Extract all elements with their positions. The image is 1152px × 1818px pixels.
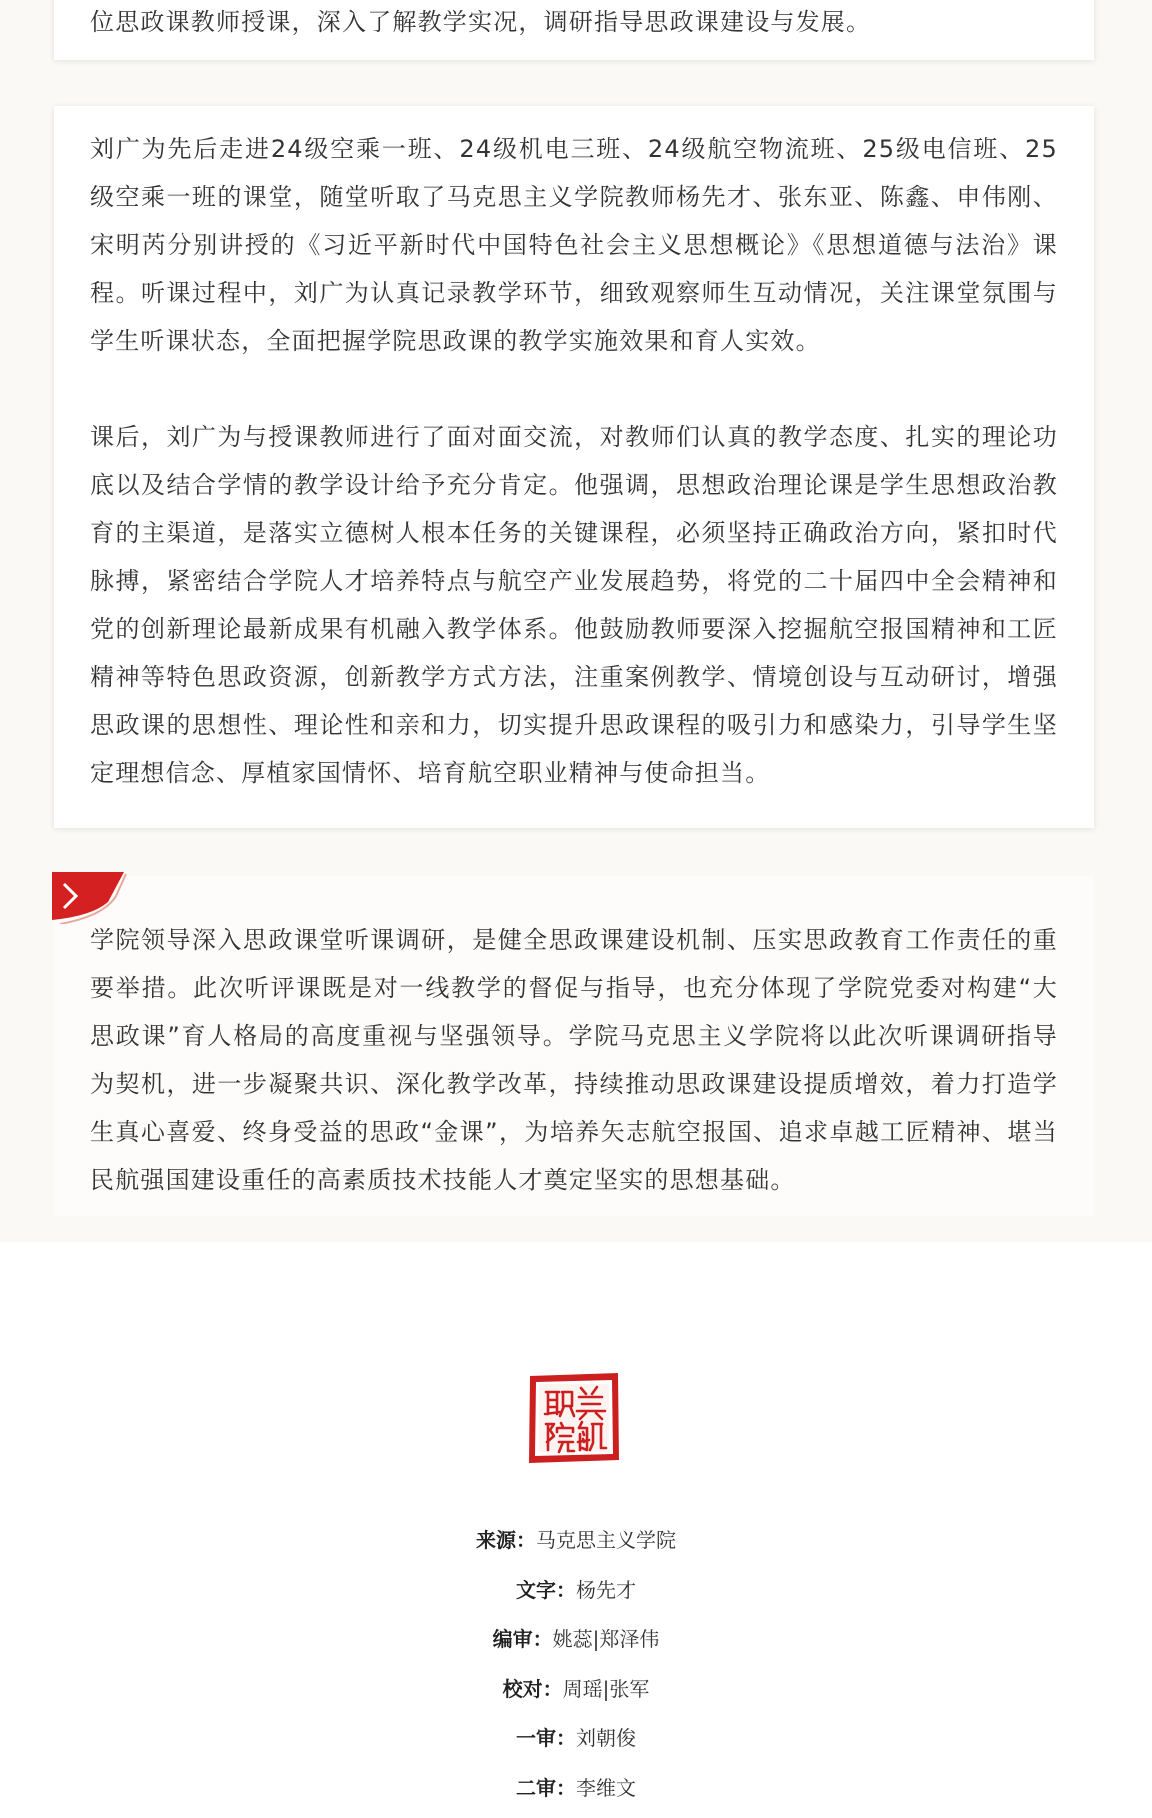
credit-value: 李维文 [576,1775,636,1800]
credit-label: 一审： [516,1726,576,1751]
credit-line-proofread [0,1669,1152,1719]
conclusion-paragraph: 学院领导深入思政课堂听课调研，是健全思政课建设机制、压实思政教育工作责任的重要举措。此次听评课既是对一线教学的督促与指导，也充分体现了学院党委对构建“大思政课”育人格局的高度重视与坚强领导。学院马克思主义学院将以此次听课调研指导为契机，进一步凝聚共识、深化教学改革，持续推动思政课建设提质增效，着力打造学生真心喜爱、终身受益的思政“金课”，为培养矢志航空报国、追求卓越工匠精神、堪当民航强国建设重任的高素质技术技能人才奠定坚实的思想基础。 [90,926,1058,1194]
body-paragraph-1: 刘广为先后走进24级空乘一班、24级机电三班、24级航空物流班、25级电信班、25级空乘一班的课堂，随堂听取了马克思主义学院教师杨先才、张东亚、陈鑫、申伟刚、宋明芮分别讲授的《习近平新时代中国特色社会主义思想概论》《思想道德与法治》课程。听课过程中，刘广为认真记录教学环节，细致观察师生互动情况，关注课堂氛围与学生听课状态，全面把握学院思政课的教学实施效果和育人实效。 [90,135,1058,355]
credit-line-first-review [0,1718,1152,1768]
credit-value: 周瑶|张军 [562,1676,650,1701]
college-seal-logo [526,1370,622,1466]
credit-line-editor [0,1619,1152,1669]
conclusion-card [54,876,1094,1216]
credit-line-source [0,1520,1152,1570]
body-card [54,106,1094,828]
credit-label: 校对： [502,1676,563,1701]
intro-card [54,0,1094,60]
credit-label: 二审： [516,1775,576,1800]
credit-label: 编审： [492,1627,553,1652]
intro-paragraph-tail: 位思政课教师授课，深入了解教学实况，调研指导思政课建设与发展。 [90,8,872,36]
credit-label: 来源： [476,1528,536,1552]
credit-line-text [0,1570,1152,1620]
credit-value: 马克思主义学院 [536,1528,676,1552]
credit-value: 姚蕊|郑泽伟 [552,1627,660,1652]
credit-value: 刘朝俊 [576,1726,636,1751]
credit-line-second-review [0,1768,1152,1818]
credits-block [0,1520,1152,1818]
red-ribbon-icon [52,872,132,924]
body-paragraph-2: 课后，刘广为与授课教师进行了面对面交流，对教师们认真的教学态度、扎实的理论功底以及结合学情的教学设计给予充分肯定。他强调，思想政治理论课是学生思想政治教育的主渠道，是落实立德树人根本任务的关键课程，必须坚持正确政治方向，紧扣时代脉搏，紧密结合学院人才培养特点与航空产业发展趋势，将党的二十届四中全会精神和党的创新理论最新成果有机融入教学体系。他鼓励教师要深入挖掘航空报国精神和工匠精神等特色思政资源，创新教学方式方法，注重案例教学、情境创设与互动研讨，增强思政课的思想性、理论性和亲和力，切实提升思政课程的吸引力和感染力，引导学生坚定理想信念、厚植家国情怀、培育航空职业精神与使命担当。 [90,423,1058,787]
credit-label: 文字： [516,1577,576,1602]
credit-value: 杨先才 [576,1577,636,1602]
